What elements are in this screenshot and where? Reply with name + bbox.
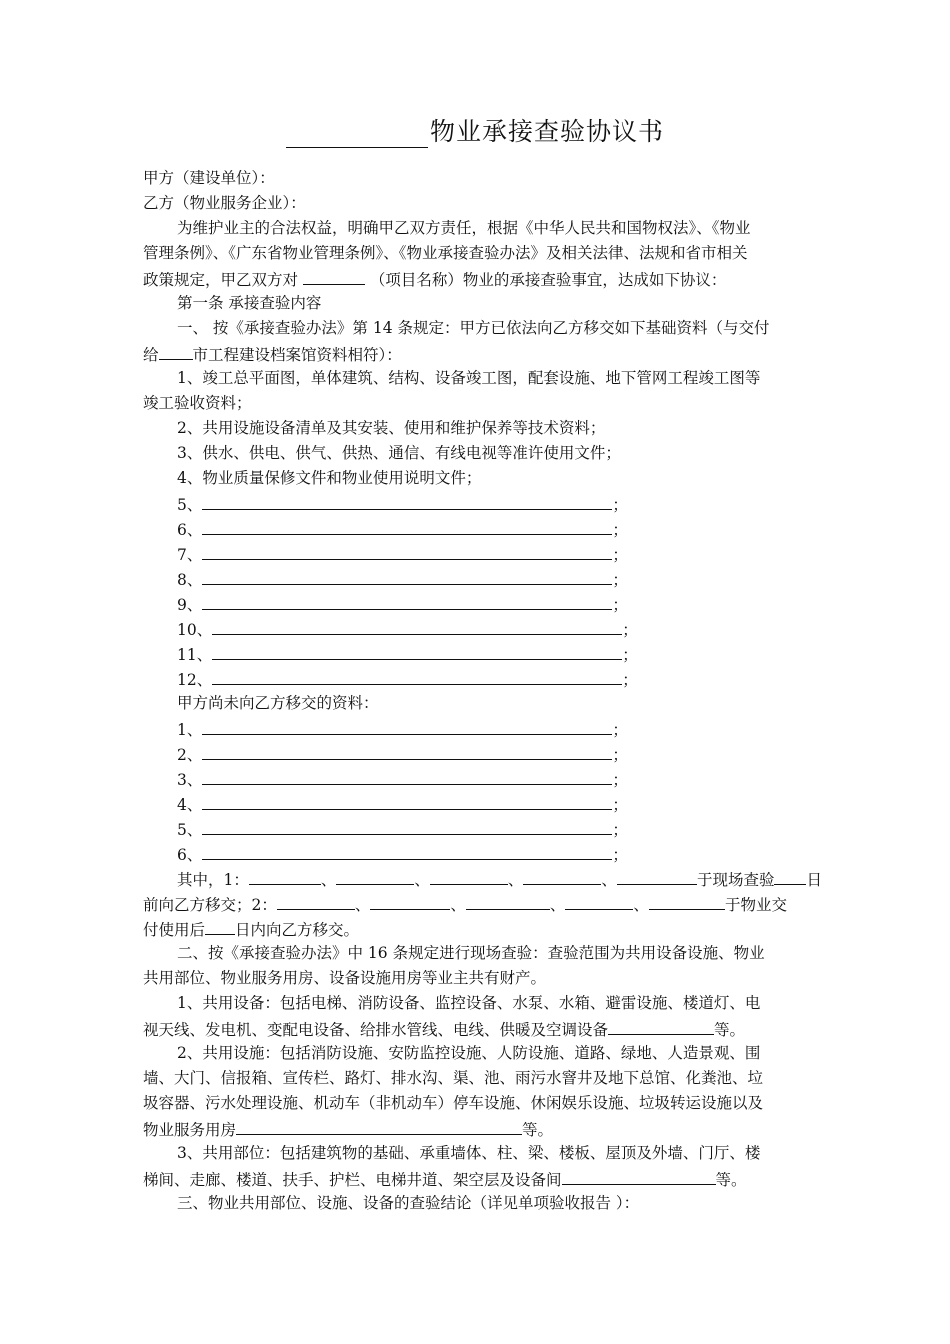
doc-item-3: 3、供水、供电、供气、供热、通信、有线电视等准许使用文件；: [177, 444, 621, 462]
among-line-1: 其中，1： 、 、 、 、 于现场查验 日: [177, 866, 822, 890]
blank-item-line: [202, 566, 612, 585]
blank-item-line: [202, 541, 612, 560]
pending-item-line: [202, 741, 612, 760]
project-name-blank: [303, 266, 365, 285]
facilities-line-1: 2、共用设施：包括消防设施、安防监控设施、人防设施、道路、绿地、人造景观、围: [177, 1044, 761, 1062]
article-1-para-1-line-1: 一、 按《承接查验办法》第 14 条规定：甲方已依法向乙方移交如下基础资料（与交付: [177, 319, 770, 337]
page-title: [0, 112, 950, 148]
blank-item: 8、 ；: [177, 566, 628, 590]
intro-line-1: 为维护业主的合法权益，明确甲乙双方责任，根据《中华人民共和国物权法》、《物业: [177, 219, 751, 237]
pending-item: 5、 ；: [177, 816, 628, 840]
pending-item-line: [202, 841, 612, 860]
among-line-2: 前向乙方移交；2： 、 、 、 、 于物业交: [143, 891, 787, 915]
blank-item-line: [212, 616, 622, 635]
blank-item: 6、 ；: [177, 516, 628, 540]
pending-title: 甲方尚未向乙方移交的资料：: [177, 694, 379, 712]
pending-item-line: [202, 766, 612, 785]
title-project-blank: [286, 121, 428, 148]
intro-line-2: 管理条例》、《广东省物业管理条例》、《物业承接查验办法》及相关法律、法规和省市相关: [143, 244, 748, 262]
para-2-line-2: 共用部位、物业服务用房、设备设施用房等业主共有财产。: [143, 969, 547, 987]
city-blank: [159, 341, 193, 360]
title-text: 物业承接查验协议书: [429, 117, 664, 146]
party-b-line: 乙方（物业服务企业）：: [143, 194, 306, 212]
blank-item: 10、 ；: [177, 616, 638, 640]
doc-item-1-line-2: 竣工验收资料；: [143, 394, 252, 412]
blank-item-line: [212, 666, 622, 685]
pending-item: 3、 ；: [177, 766, 628, 790]
blank-item-line: [202, 491, 612, 510]
pending-item: 2、 ；: [177, 741, 628, 765]
parts-line-2: 梯间、走廊、楼道、扶手、护栏、电梯井道、架空层及设备间 等。: [143, 1166, 747, 1190]
facilities-line-4: 物业服务用房 等。: [143, 1116, 553, 1140]
blank-item: 11、 ；: [177, 641, 638, 665]
doc-item-4: 4、物业质量保修文件和物业使用说明文件；: [177, 469, 482, 487]
article-1-title: 第一条 承接查验内容: [177, 294, 322, 312]
blank-item: 9、 ；: [177, 591, 628, 615]
parts-line-1: 3、共用部位：包括建筑物的基础、承重墙体、柱、梁、楼板、屋顶及外墙、门厅、楼: [177, 1144, 761, 1162]
pending-item-line: [202, 716, 612, 735]
pending-item: 4、 ；: [177, 791, 628, 815]
blank-item-line: [202, 516, 612, 535]
facilities-line-3: 圾容器、污水处理设施、机动车（非机动车）停车设施、休闲娱乐设施、垃圾转运设施以及: [143, 1094, 764, 1112]
blank-item: 7、 ；: [177, 541, 628, 565]
blank-item-line: [202, 591, 612, 610]
party-a-line: 甲方（建设单位）：: [143, 169, 275, 187]
intro-line-3: 政策规定，甲乙双方对 （项目名称）物业的承接查验事宜，达成如下协议：: [143, 266, 726, 290]
equipment-line-1: 1、共用设备：包括电梯、消防设备、监控设备、水泵、水箱、避雷设施、楼道灯、电: [177, 994, 761, 1012]
pending-item-line: [202, 816, 612, 835]
blank-item: 12、 ；: [177, 666, 638, 690]
doc-item-2: 2、共用设施设备清单及其安装、使用和维护保养等技术资料；: [177, 419, 606, 437]
blank-item-line: [212, 641, 622, 660]
doc-item-1-line-1: 1、竣工总平面图，单体建筑、结构、设备竣工图，配套设施、地下管网工程竣工图等: [177, 369, 761, 387]
facilities-line-2: 墙、大门、信报箱、宣传栏、路灯、排水沟、渠、池、雨污水窨井及地下总馆、化粪池、垃: [143, 1069, 764, 1087]
pending-item-line: [202, 791, 612, 810]
blank-item: 5、 ；: [177, 491, 628, 515]
pending-item: 6、 ；: [177, 841, 628, 865]
among-line-3: 付使用后 日内向乙方移交。: [143, 916, 359, 940]
article-1-para-1-line-2: 给 市工程建设档案馆资料相符）：: [143, 341, 402, 365]
pending-item: 1、 ；: [177, 716, 628, 740]
equipment-line-2: 视天线、发电机、变配电设备、给排水管线、电线、供暖及空调设备 等。: [143, 1016, 745, 1040]
para-3: 三、物业共用部位、设施、设备的查验结论（详见单项验收报告 ）：: [177, 1194, 640, 1212]
para-2-line-1: 二、按《承接查验办法》中 16 条规定进行现场查验：查验范围为共用设备设施、物业: [177, 944, 765, 962]
